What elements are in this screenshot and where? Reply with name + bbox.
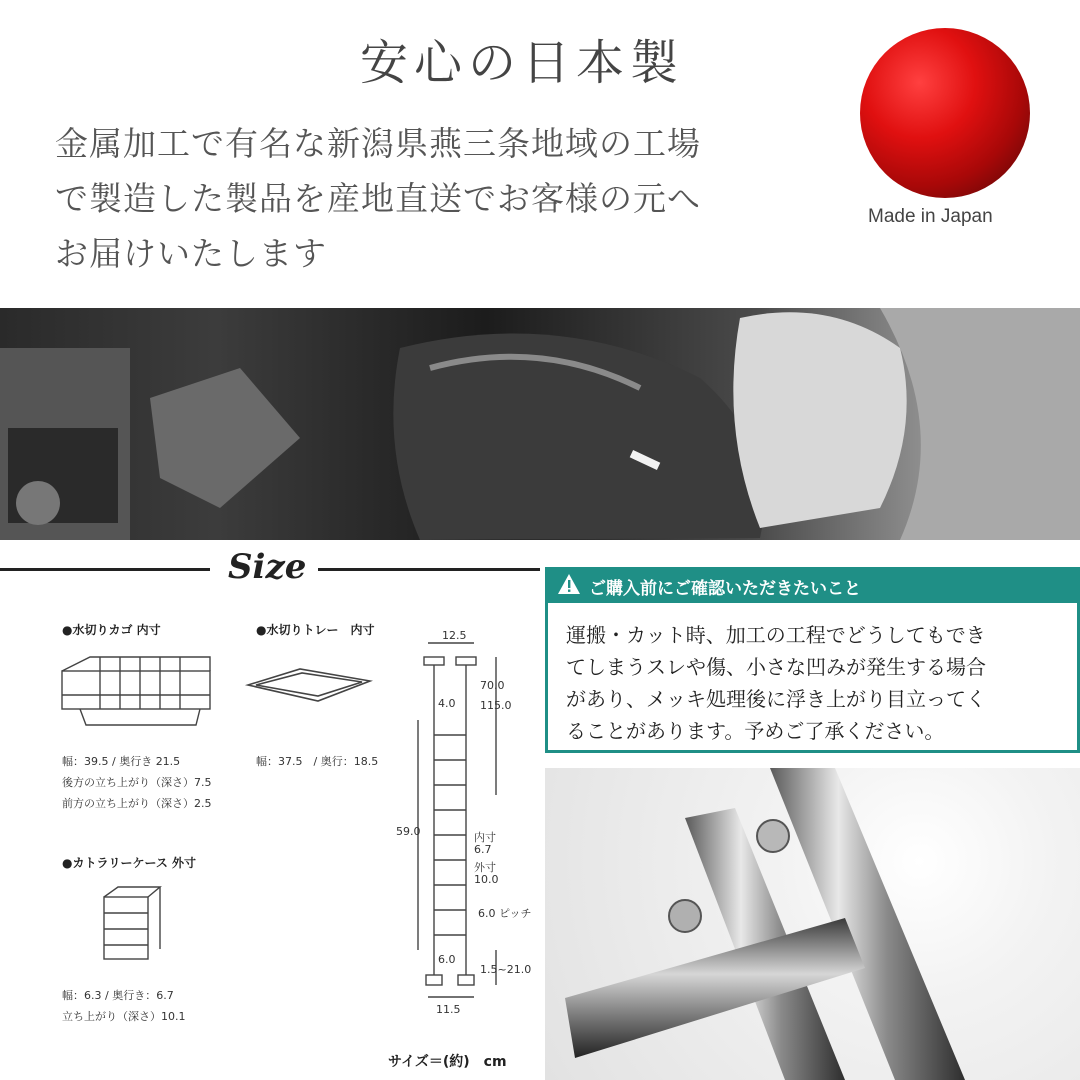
size-section — [0, 545, 540, 1080]
notice-line-1: 運搬・カット時、加工の工程でどうしてもでき — [566, 623, 986, 647]
chrome-joint-photo — [545, 768, 1080, 1080]
made-in-japan-badge: Made in Japan — [868, 206, 993, 227]
welding-photo-illustration — [0, 308, 1080, 540]
cutlery-label: ●カトラリーケース 外寸 — [62, 856, 197, 870]
drain-tray-drawing — [248, 669, 370, 701]
case-body — [104, 897, 148, 959]
ladder-foot-range: 1.5~21.0 — [480, 963, 532, 976]
ladder-height-b: 115.0 — [480, 699, 512, 712]
cutlery-dim-1: 幅：6.3 / 奥行き：6.7 — [62, 989, 174, 1002]
rack-top-edge — [62, 657, 210, 671]
ladder-height-a: 70.0 — [480, 679, 505, 692]
funnel-shape — [150, 368, 300, 508]
ladder-outer-label: 外寸 — [474, 861, 496, 874]
rack-frame — [62, 671, 210, 709]
cutlery-dim-2: 立ち上がり（深さ）10.1 — [62, 1010, 186, 1023]
notice-title: ご購入前にご確認いただきたいこと — [589, 579, 861, 599]
basket-dim-2: 後方の立ち上がり（深さ）7.5 — [62, 776, 212, 789]
description-line-1: 金属加工で有名な新潟県燕三条地域の工場 — [55, 124, 701, 163]
welding-photo — [0, 308, 1080, 540]
japan-red-circle-icon — [860, 28, 1030, 198]
basket-dim-1: 幅：39.5 / 奥行き 21.5 — [62, 755, 181, 768]
basket-label: ●水切りカゴ 内寸 — [62, 623, 161, 637]
ladder-inner-value: 6.7 — [474, 843, 492, 856]
notice-line-2: てしまうスレや傷、小さな凹みが発生する場合 — [566, 655, 986, 679]
ladder-foot-a: 6.0 — [438, 953, 456, 966]
tray-dim-1: 幅：37.5 / 奥行：18.5 — [256, 755, 379, 768]
bolt-top — [757, 820, 789, 852]
case-top — [104, 887, 160, 897]
face-shape — [733, 312, 906, 528]
rack-base — [80, 709, 200, 725]
bolt-bottom — [669, 900, 701, 932]
ladder-body-height: 59.0 — [396, 825, 421, 838]
dish-rack-drawing — [62, 657, 210, 725]
ladder-foot-right — [458, 975, 474, 985]
cutlery-case-drawing — [104, 887, 160, 959]
page-title: 安心の日本製 — [360, 35, 685, 91]
ladder-foot-left — [426, 975, 442, 985]
tray-label: ●水切りトレー 内寸 — [256, 623, 375, 637]
chrome-joint-illustration — [545, 768, 1080, 1080]
notice-body — [545, 603, 1080, 753]
ladder-cap-right — [456, 657, 476, 665]
ladder-pitch: 6.0 ピッチ — [478, 907, 532, 920]
notice-header — [545, 567, 1080, 603]
warning-icon — [557, 573, 581, 595]
description-line-3: お届けいたします — [55, 234, 327, 273]
machine-dial — [16, 481, 60, 525]
ladder-outer-value: 10.0 — [474, 873, 499, 886]
notice-line-3: があり、メッキ処理後に浮き上がり目立ってく — [566, 687, 986, 711]
ladder-bottom-width: 11.5 — [436, 1003, 461, 1016]
jacket-shape — [880, 308, 1080, 540]
ladder-inner-label: 内寸 — [474, 831, 496, 844]
notice-line-4: ることがあります。予めご了承ください。 — [566, 719, 945, 743]
ladder-bar-offset: 4.0 — [438, 697, 456, 710]
size-unit-note: サイズ＝(約) cm — [388, 1054, 507, 1070]
ladder-cap-left — [424, 657, 444, 665]
ladder-top-width: 12.5 — [442, 629, 467, 642]
description-line-2: で製造した製品を産地直送でお客様の元へ — [55, 179, 701, 218]
basket-dim-3: 前方の立ち上がり（深さ）2.5 — [62, 797, 212, 810]
intro-section — [0, 0, 1080, 300]
size-title: Size — [228, 547, 307, 587]
